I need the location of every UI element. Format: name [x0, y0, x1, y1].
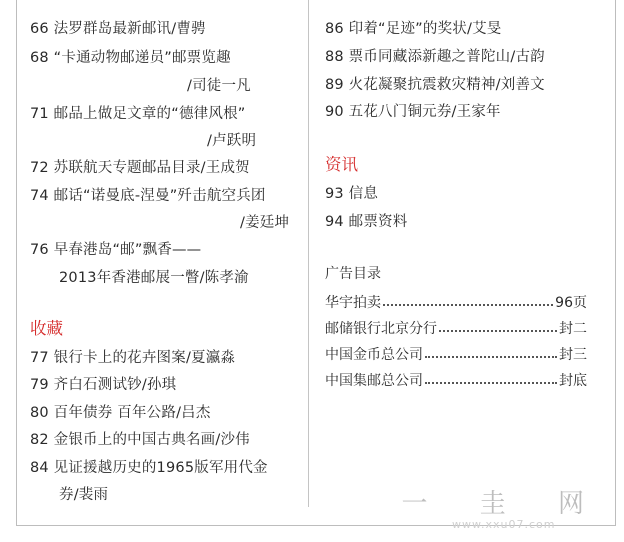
ad-row[interactable]: [325, 292, 587, 312]
ad-page: 封底: [559, 373, 587, 389]
watermark: [401, 490, 606, 531]
toc-entry[interactable]: 93 信息: [325, 186, 379, 202]
watermark-text: 一 圭 网: [401, 489, 606, 519]
toc-entry[interactable]: 84 见证援越历史的1965版军用代金: [30, 460, 268, 476]
toc-entry[interactable]: 80 百年债券 百年公路/吕杰: [30, 405, 211, 421]
toc-entry[interactable]: 88 票币同藏添新趣之普陀山/古韵: [325, 49, 545, 65]
toc-entry[interactable]: 76 早春港岛“邮”飘香——: [30, 242, 202, 258]
ad-name: 中国金币总公司: [325, 347, 423, 363]
toc-entry[interactable]: 74 邮话“诺曼底-涅曼”歼击航空兵团: [30, 188, 266, 204]
toc-entry-continued[interactable]: 券/裴雨: [59, 487, 109, 503]
toc-entry[interactable]: 90 五花八门铜元券/王家年: [325, 104, 501, 120]
toc-entry[interactable]: 89 火花凝聚抗震救灾精神/刘善文: [325, 77, 545, 93]
ad-name: 中国集邮总公司: [325, 373, 423, 389]
toc-entry[interactable]: 94 邮票资料: [325, 214, 408, 230]
ad-name: 邮储银行北京分行: [325, 321, 437, 337]
toc-entry[interactable]: 77 银行卡上的花卉图案/夏瀛淼: [30, 350, 236, 366]
ad-row[interactable]: [325, 370, 587, 390]
watermark-url: www.xxu07.com: [452, 518, 556, 531]
ad-page: 96页: [555, 295, 587, 311]
section-heading-collect: 收藏: [30, 319, 63, 338]
section-heading-news: 资讯: [325, 155, 358, 174]
toc-entry[interactable]: 71 邮品上做足文章的“德律风根”: [30, 106, 246, 122]
toc-entry-author[interactable]: /司徒一凡: [187, 78, 251, 94]
ad-row[interactable]: [325, 318, 587, 338]
ad-index-title: 广告目录: [325, 266, 381, 282]
leader-dots: [425, 356, 557, 358]
toc-entry[interactable]: 86 印着“足迹”的奖状/艾旻: [325, 21, 502, 37]
toc-entry[interactable]: 72 苏联航天专题邮品目录/王成贺: [30, 160, 250, 176]
toc-entry[interactable]: 82 金银币上的中国古典名画/沙伟: [30, 432, 250, 448]
leader-dots: [425, 382, 557, 384]
ad-name: 华宇拍卖: [325, 295, 381, 311]
ad-page: 封三: [559, 347, 587, 363]
toc-entry[interactable]: 66 法罗群岛最新邮讯/曹骋: [30, 21, 206, 37]
column-divider: [308, 0, 309, 507]
ad-row[interactable]: [325, 344, 587, 364]
ad-page: 封二: [559, 321, 587, 337]
toc-entry[interactable]: 79 齐白石测试钞/孙琪: [30, 377, 177, 393]
leader-dots: [383, 304, 553, 306]
leader-dots: [439, 330, 557, 332]
toc-entry[interactable]: 68 “卡通动物邮递员”邮票览趣: [30, 50, 231, 66]
toc-entry-author[interactable]: /姜廷坤: [240, 215, 290, 231]
toc-entry-continued[interactable]: 2013年香港邮展一瞥/陈孝渝: [59, 270, 249, 286]
toc-entry-author[interactable]: /卢跃明: [207, 133, 257, 149]
